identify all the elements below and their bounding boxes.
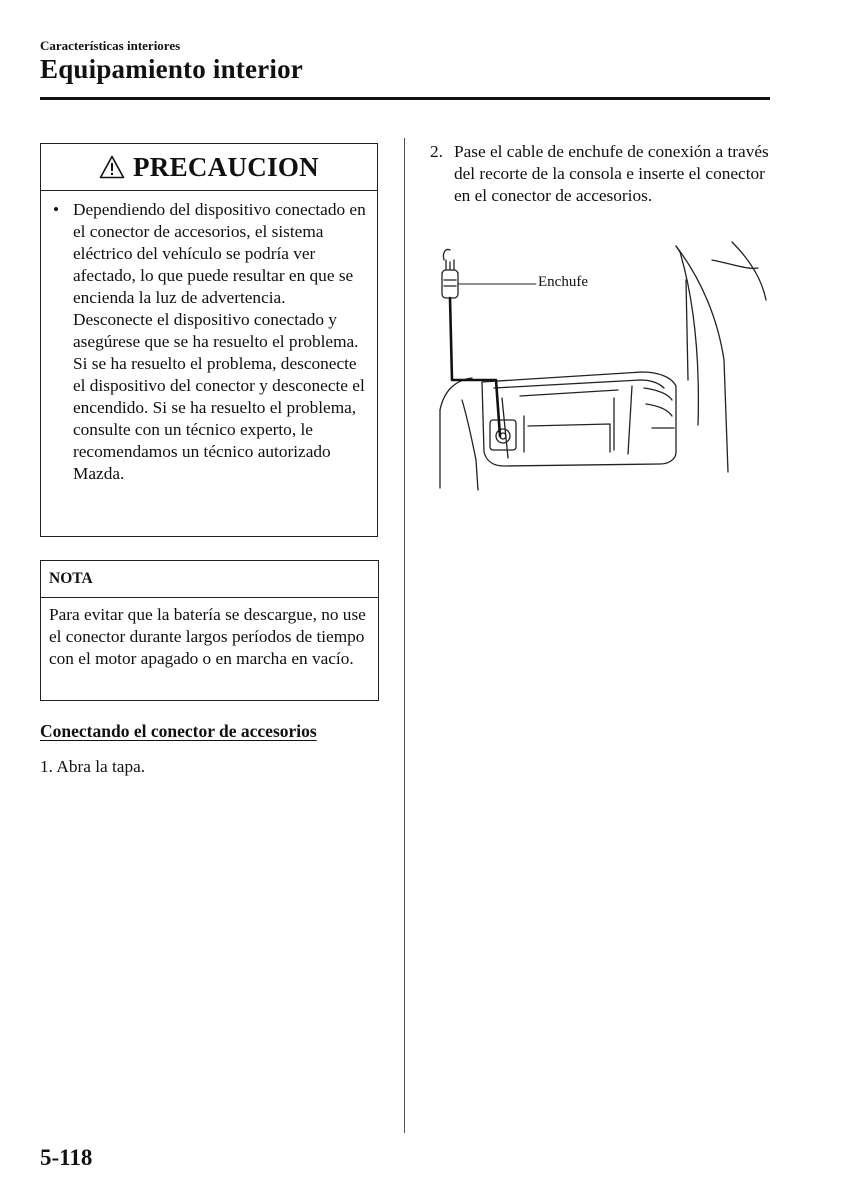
note-title: NOTA [41,561,378,598]
bullet-marker: • [53,200,60,219]
page-number: 5-118 [40,1145,93,1170]
caution-box [40,143,378,537]
caution-header [41,144,377,191]
caution-body [41,191,377,485]
plug-callout-label: Enchufe [538,274,588,290]
column-divider [404,138,405,1133]
subheading: Conectando el conector de accesorios [40,721,317,741]
step-2-text: Pase el cable de enchufe de conexión a través del recorte de la consola e inserte el conector en el conector de accesorios. [454,142,769,205]
step-2-number: 2. [430,142,443,161]
caution-title: PRECAUCION [132,151,319,182]
step-1-number: 1. [40,757,53,776]
page-title: Equipamiento interior [40,54,303,84]
note-text: Para evitar que la batería se descargue, no use el conector durante largos períodos de tiempo con el motor apagado o en marcha en vacío. [49,605,366,668]
console-illustration [432,240,768,495]
section-label: Características interiores [40,38,181,53]
note-box [40,560,379,701]
step-2 [430,141,775,207]
step-1 [40,757,145,777]
caution-text: Dependiendo del dispositivo conectado en el conector de accesorios, el sistema eléctrico del vehículo se podría ver afectado, lo que puede resultar en que se encienda la luz de advertencia. Desconecte el dispositivo conectado y asegúrese que se ha resuelto el problema. Si se ha resuelto el problema, desconecte el dispositivo del conector y desconecte el encendido. Si se ha resuelto el problema, consulte con un técnico experto, le recomendamos un técnico autorizado Mazda. [73,200,366,483]
step-1-text: Abra la tapa. [56,757,146,776]
header-rule [40,97,770,100]
warning-triangle-icon [99,155,125,179]
